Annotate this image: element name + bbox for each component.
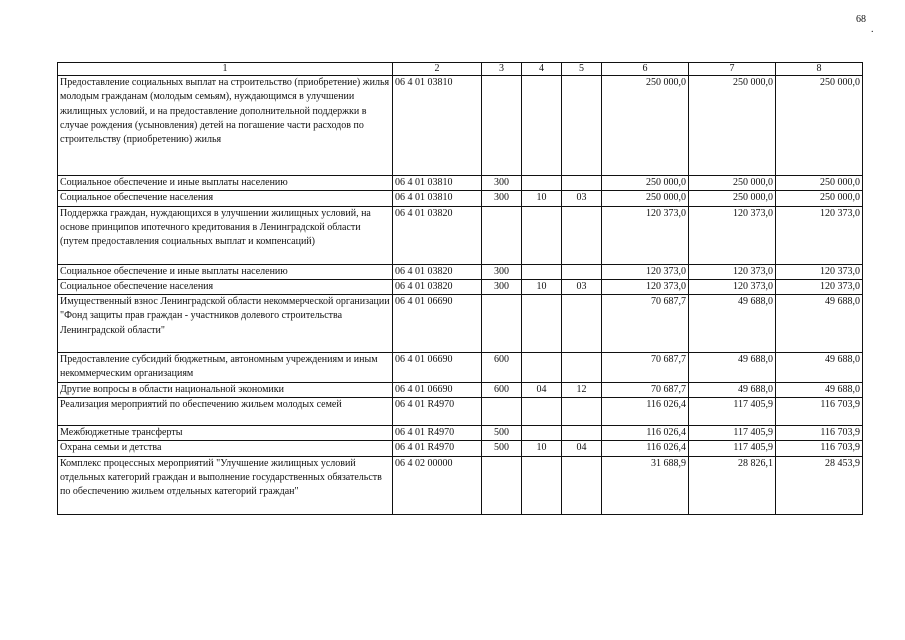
cell-vr: 300 [482, 279, 522, 294]
cell-v8: 28 453,9 [776, 456, 863, 514]
cell-v7: 250 000,0 [689, 191, 776, 206]
cell-name: Реализация мероприятий по обеспечению жильем молодых семей [58, 398, 393, 426]
cell-v8: 116 703,9 [776, 441, 863, 456]
cell-code: 06 4 01 03810 [393, 76, 482, 176]
cell-code: 06 4 01 06690 [393, 295, 482, 353]
budget-table [57, 62, 863, 515]
cell-v6: 120 373,0 [602, 206, 689, 264]
cell-code: 06 4 01 03820 [393, 264, 482, 279]
cell-v8: 120 373,0 [776, 279, 863, 294]
cell-vr: 600 [482, 382, 522, 397]
cell-code: 06 4 01 R4970 [393, 398, 482, 426]
column-header: 3 [482, 63, 522, 76]
cell-vr [482, 295, 522, 353]
table-row [58, 191, 863, 206]
table-row [58, 264, 863, 279]
cell-v7: 49 688,0 [689, 382, 776, 397]
cell-v8: 49 688,0 [776, 382, 863, 397]
column-header: 6 [602, 63, 689, 76]
cell-v6: 70 687,7 [602, 295, 689, 353]
cell-v6: 250 000,0 [602, 176, 689, 191]
cell-rz [522, 353, 562, 383]
cell-pr: 12 [562, 382, 602, 397]
cell-vr: 300 [482, 191, 522, 206]
cell-v7: 49 688,0 [689, 295, 776, 353]
table-row [58, 441, 863, 456]
cell-code: 06 4 01 06690 [393, 353, 482, 383]
cell-name: Межбюджетные трансферты [58, 426, 393, 441]
cell-pr: 03 [562, 191, 602, 206]
cell-code: 06 4 02 00000 [393, 456, 482, 514]
header-row [58, 63, 863, 76]
cell-rz [522, 426, 562, 441]
cell-code: 06 4 01 03820 [393, 206, 482, 264]
cell-name: Предоставление социальных выплат на строительство (приобретение) жилья молодым гражданам (молодым семьям), нуждающимся в улучшении жилищных условий, и на предоставление дополнительной поддержки в случае рождения (усыновления) детей на погашение части расходов по строительству (приобретению) жилья [58, 76, 393, 176]
column-header: 4 [522, 63, 562, 76]
cell-rz [522, 295, 562, 353]
cell-rz [522, 76, 562, 176]
cell-v8: 250 000,0 [776, 176, 863, 191]
table-row [58, 426, 863, 441]
cell-v6: 120 373,0 [602, 279, 689, 294]
cell-code: 06 4 01 06690 [393, 382, 482, 397]
cell-v8: 250 000,0 [776, 76, 863, 176]
table-row [58, 206, 863, 264]
cell-pr [562, 264, 602, 279]
table-row [58, 398, 863, 426]
cell-pr [562, 426, 602, 441]
cell-rz [522, 398, 562, 426]
cell-pr [562, 206, 602, 264]
cell-name: Комплекс процессных мероприятий "Улучшение жилищных условий отдельных категорий граждан и выполнение государственных обязательств по обеспечению жильем отдельных категорий граждан" [58, 456, 393, 514]
table-row [58, 382, 863, 397]
cell-rz: 04 [522, 382, 562, 397]
cell-vr [482, 456, 522, 514]
cell-code: 06 4 01 03820 [393, 279, 482, 294]
cell-rz [522, 206, 562, 264]
cell-code: 06 4 01 R4970 [393, 441, 482, 456]
cell-rz: 10 [522, 191, 562, 206]
cell-v6: 120 373,0 [602, 264, 689, 279]
cell-vr: 300 [482, 176, 522, 191]
cell-name: Охрана семьи и детства [58, 441, 393, 456]
table-row [58, 295, 863, 353]
cell-v8: 49 688,0 [776, 353, 863, 383]
cell-rz [522, 264, 562, 279]
cell-rz [522, 456, 562, 514]
cell-v8: 116 703,9 [776, 426, 863, 441]
cell-vr [482, 398, 522, 426]
cell-name: Поддержка граждан, нуждающихся в улучшении жилищных условий, на основе принципов ипотечного кредитования в Ленинградской области (путем предоставления социальных выплат и компенсаций) [58, 206, 393, 264]
column-header: 7 [689, 63, 776, 76]
table-row [58, 76, 863, 176]
column-header: 1 [58, 63, 393, 76]
cell-v6: 250 000,0 [602, 191, 689, 206]
cell-v7: 28 826,1 [689, 456, 776, 514]
cell-pr [562, 456, 602, 514]
cell-vr: 500 [482, 426, 522, 441]
cell-v7: 49 688,0 [689, 353, 776, 383]
cell-pr [562, 76, 602, 176]
table-row [58, 176, 863, 191]
cell-v6: 70 687,7 [602, 382, 689, 397]
cell-vr [482, 76, 522, 176]
cell-pr [562, 353, 602, 383]
page-number: 68 [856, 14, 866, 25]
column-header: 2 [393, 63, 482, 76]
cell-v8: 49 688,0 [776, 295, 863, 353]
cell-v7: 120 373,0 [689, 279, 776, 294]
cell-v6: 116 026,4 [602, 426, 689, 441]
cell-pr: 03 [562, 279, 602, 294]
cell-v7: 120 373,0 [689, 264, 776, 279]
cell-pr [562, 398, 602, 426]
cell-v7: 117 405,9 [689, 426, 776, 441]
cell-vr: 500 [482, 441, 522, 456]
cell-rz: 10 [522, 279, 562, 294]
cell-code: 06 4 01 03810 [393, 176, 482, 191]
cell-v6: 250 000,0 [602, 76, 689, 176]
cell-v6: 31 688,9 [602, 456, 689, 514]
cell-name: Имущественный взнос Ленинградской области некоммерческой организации "Фонд защиты прав граждан - участников долевого строительства Ленинградской области" [58, 295, 393, 353]
cell-v8: 120 373,0 [776, 264, 863, 279]
cell-v7: 117 405,9 [689, 398, 776, 426]
cell-v7: 250 000,0 [689, 76, 776, 176]
cell-pr [562, 176, 602, 191]
cell-v7: 120 373,0 [689, 206, 776, 264]
cell-name: Социальное обеспечение и иные выплаты населению [58, 176, 393, 191]
cell-v8: 116 703,9 [776, 398, 863, 426]
table-row [58, 279, 863, 294]
cell-code: 06 4 01 R4970 [393, 426, 482, 441]
cell-pr: 04 [562, 441, 602, 456]
column-header: 5 [562, 63, 602, 76]
cell-name: Социальное обеспечение населения [58, 191, 393, 206]
scan-mark: . [871, 24, 874, 35]
cell-v7: 250 000,0 [689, 176, 776, 191]
cell-v8: 120 373,0 [776, 206, 863, 264]
cell-code: 06 4 01 03810 [393, 191, 482, 206]
cell-v6: 116 026,4 [602, 441, 689, 456]
table-row [58, 353, 863, 383]
cell-v8: 250 000,0 [776, 191, 863, 206]
cell-name: Социальное обеспечение населения [58, 279, 393, 294]
column-header: 8 [776, 63, 863, 76]
cell-rz: 10 [522, 441, 562, 456]
cell-v6: 116 026,4 [602, 398, 689, 426]
cell-name: Предоставление субсидий бюджетным, автономным учреждениям и иным некоммерческим организациям [58, 353, 393, 383]
cell-rz [522, 176, 562, 191]
cell-vr [482, 206, 522, 264]
table-row [58, 456, 863, 514]
cell-vr: 300 [482, 264, 522, 279]
cell-v6: 70 687,7 [602, 353, 689, 383]
cell-v7: 117 405,9 [689, 441, 776, 456]
cell-name: Другие вопросы в области национальной экономики [58, 382, 393, 397]
cell-pr [562, 295, 602, 353]
cell-vr: 600 [482, 353, 522, 383]
cell-name: Социальное обеспечение и иные выплаты населению [58, 264, 393, 279]
